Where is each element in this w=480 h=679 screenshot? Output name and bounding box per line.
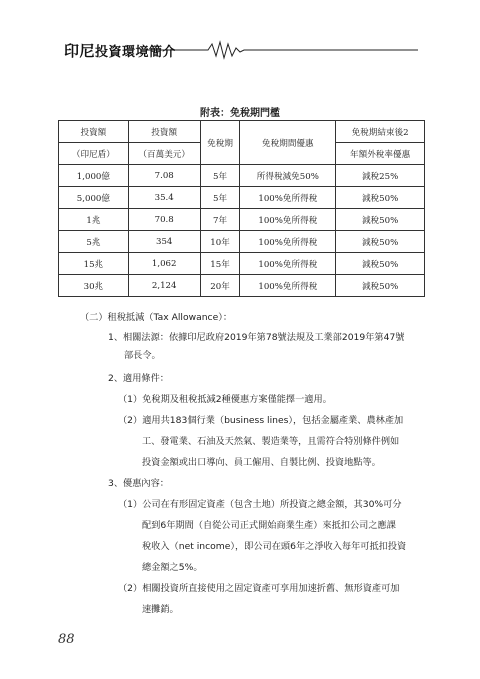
item1-line1: 1、相關法源：依據印尼政府2019年第78號法規及工業部2019年第47號 (108, 332, 405, 343)
cell-investment-usd: 35.4 (128, 187, 200, 209)
item3-1-line3: 稅收入（net income），即公司在頭6年之淨收入每年可抵扣投資 (142, 541, 407, 552)
table-row (59, 231, 425, 253)
item3-1-line2: 配到6年期間（自從公司正式開始商業生產）來抵扣公司之應課 (142, 520, 396, 531)
cell-investment-usd: 7.08 (128, 165, 200, 187)
cell-investment-idr: 1,000億 (59, 165, 129, 187)
cell-after-benefit: 減稅50% (336, 253, 425, 275)
cell-after-benefit: 減稅50% (336, 231, 425, 253)
header-investment-usd-unit: （百萬美元） (128, 143, 200, 165)
table-row (59, 253, 425, 275)
item2-2-line1: （2）適用共183個行業（business lines），包括金屬產業、農林產加 (118, 415, 404, 426)
cell-investment-idr: 5兆 (59, 231, 129, 253)
cell-after-benefit: 減稅50% (336, 275, 425, 297)
header-after-benefit: 免稅期結束後2 (336, 121, 425, 143)
cell-holiday-benefit: 100%免所得稅 (240, 187, 336, 209)
cell-holiday-period: 5年 (200, 165, 240, 187)
cell-investment-idr: 15兆 (59, 253, 129, 275)
header-title-first: 印尼 (64, 42, 96, 60)
cell-after-benefit: 減稅50% (336, 187, 425, 209)
cell-investment-usd: 2,124 (128, 275, 200, 297)
cell-investment-usd: 70.8 (128, 209, 200, 231)
item2-1-line1: （1）免稅期及租稅抵減2種優惠方案僅能擇一適用。 (118, 394, 332, 405)
cell-holiday-period: 7年 (200, 209, 240, 231)
table-row (59, 165, 425, 187)
cell-investment-usd: 1,062 (128, 253, 200, 275)
running-header (58, 38, 418, 60)
cell-after-benefit: 減稅50% (336, 209, 425, 231)
cell-investment-usd: 354 (128, 231, 200, 253)
section-title: （二）租稅抵減（Tax Allowance）： (80, 312, 233, 323)
item1-line2: 部長令。 (124, 350, 161, 361)
header-holiday-benefit: 免稅期間優惠 (240, 121, 336, 165)
table-row (59, 209, 425, 231)
header-title-rest: 投資環境簡介 (95, 45, 177, 60)
item2-title: 2、適用條件： (108, 373, 169, 384)
header-investment-idr: 投資額 (59, 121, 129, 143)
header-after-benefit-line2: 年額外稅率優惠 (336, 143, 425, 165)
cell-holiday-period: 5年 (200, 187, 240, 209)
cell-holiday-period: 10年 (200, 231, 240, 253)
cell-investment-idr: 30兆 (59, 275, 129, 297)
cell-investment-idr: 5,000億 (59, 187, 129, 209)
table-row (59, 187, 425, 209)
item3-2-line1: （2）相關投資所直接使用之固定資產可享用加速折舊、無形資產可加 (118, 583, 400, 594)
cell-holiday-benefit: 所得稅減免50% (240, 165, 336, 187)
cell-holiday-period: 20年 (200, 275, 240, 297)
cell-holiday-benefit: 100%免所得稅 (240, 209, 336, 231)
item3-title: 3、優惠內容： (108, 478, 169, 489)
item2-2-line3: 投資金額或出口導向、員工僱用、自製比例、投資地點等。 (142, 457, 381, 468)
cell-investment-idr: 1兆 (59, 209, 129, 231)
header-investment-idr-unit: （印尼盾） (59, 143, 129, 165)
tax-holiday-table (58, 120, 425, 297)
cell-holiday-benefit: 100%免所得稅 (240, 275, 336, 297)
page-number: 88 (58, 632, 75, 647)
item2-2-line2: 工、發電業、石油及天然氣、製造業等，且需符合特別條件例如 (142, 436, 400, 447)
item3-2-line2: 速攤銷。 (142, 604, 179, 615)
cell-holiday-benefit: 100%免所得稅 (240, 253, 336, 275)
cell-after-benefit: 減稅25% (336, 165, 425, 187)
header-holiday-period: 免稅期 (200, 121, 240, 165)
table-row (59, 275, 425, 297)
table-caption: 附表：免稅期門檻 (200, 108, 280, 119)
cell-holiday-benefit: 100%免所得稅 (240, 231, 336, 253)
item3-1-line4: 總金額之5%。 (142, 562, 203, 573)
item3-1-line1: （1）公司在有形固定資產（包含土地）所投資之總金額，其30%可分 (118, 499, 402, 510)
header-title (64, 40, 176, 61)
header-investment-usd: 投資額 (128, 121, 200, 143)
cell-holiday-period: 15年 (200, 253, 240, 275)
